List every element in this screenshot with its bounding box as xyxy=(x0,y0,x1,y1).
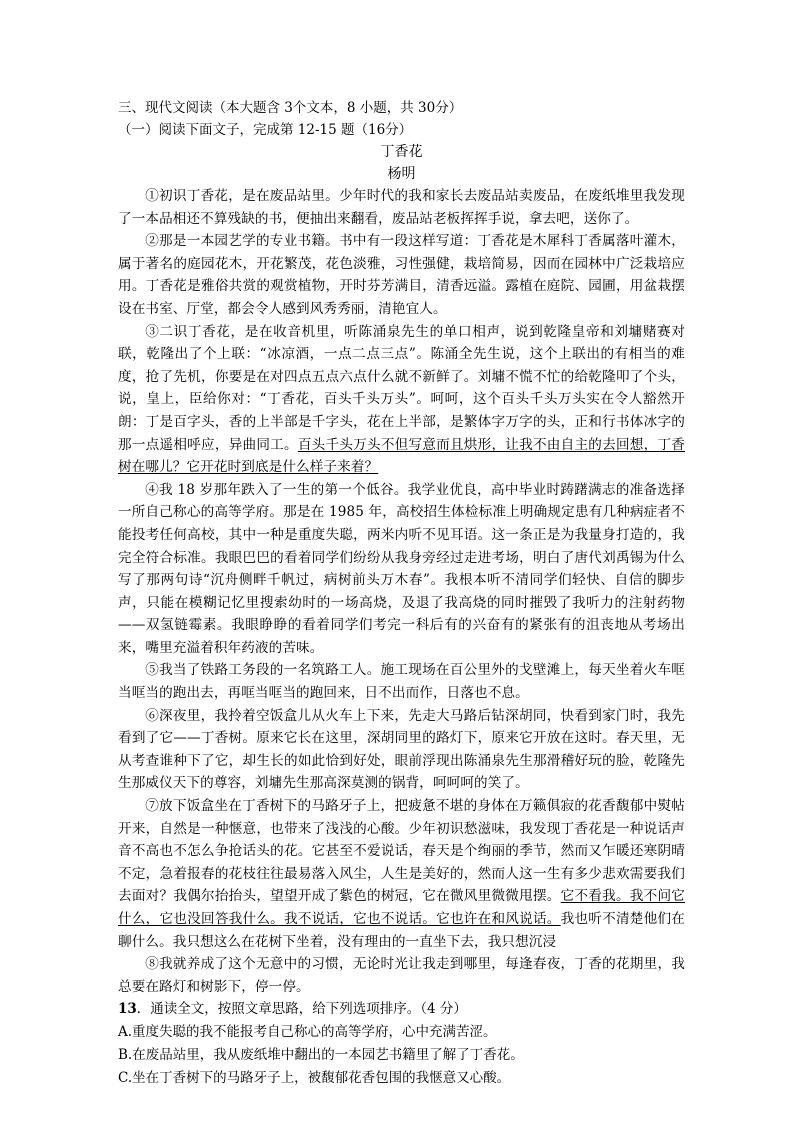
option-b-label: B. xyxy=(118,1046,133,1063)
option-a-label: A. xyxy=(118,1023,133,1040)
option-b xyxy=(118,1044,685,1067)
document-page xyxy=(118,97,685,1090)
paragraph-7-tail: 我也听不清楚他们在聊什么。我只想这么在花树下坐着，没有理由的一直坐下去，我只想沉浸 xyxy=(118,911,685,950)
article-author: 杨明 xyxy=(387,166,416,182)
paragraph-3-text: ③二识丁香花，是在收音机里，听陈涌泉先生的单口相声，说到乾隆皇帝和刘墉赌赛对联，乾隆出了个上联：“冰凉酒，一点二点三点”。陈涌全先生说，这个上联出的有相当的难度，抢了先机，你要是在对四点五点六点什么就不新鲜了。刘墉不慌不忙的给乾隆叩了个头，说，皇上，臣给你对：“丁香花，百头千头万头”。呵呵，这个百头千头万头实在令人豁然开朗：丁是百字头，香的上半部是千字头，花在上半部，是繁体字万字的头，正和行书体冰字的那一点遥相呼应，异曲同工。 xyxy=(118,323,685,453)
paragraph-8: ⑧我就养成了这个无意中的习惯，无论时光让我走到哪里，每逢春夜，丁香的花期里，我总要在路灯和树影下，停一停。 xyxy=(118,956,685,995)
question-13 xyxy=(118,998,685,1021)
option-c-text: 坐在丁香树下的马路牙子上，被馥郁花香包围的我惬意又心酸。 xyxy=(132,1069,511,1086)
question-prompt: ．通读全文，按照文章思路，给下列选项排序。（4 分） xyxy=(136,1001,467,1018)
option-c-label: C. xyxy=(118,1069,133,1086)
option-a-text: 重度失聪的我不能报考自己称心的高等学府，心中充满苦涩。 xyxy=(132,1023,497,1040)
question-number: 13 xyxy=(118,1001,137,1018)
paragraph-6: ⑥深夜里，我拎着空饭盒儿从火车上下来，先走大马路后钻深胡同，快看到家门时，我先看到了它——丁香树。原来它长在这里，深胡同里的路灯下，原来它开放在这时。春天里，无从考查谁种下了它，却生长的如此恰到好处，眼前浮现出陈涌泉先生那滑稽好玩的脸，乾隆先生那威仪天下的尊容，刘墉先生那高深莫测的锅背，呵呵呵的笑了。 xyxy=(118,707,685,792)
paragraph-3 xyxy=(118,321,685,479)
paragraph-1: ①初识丁香花，是在废品站里。少年时代的我和家长去废品站卖废品，在废纸堆里我发现了一本品相还不算残缺的书，便抽出来翻看，废品站老板挥挥手说，拿去吧，送你了。 xyxy=(118,188,685,227)
paragraph-5: ⑤我当了铁路工务段的一名筑路工人。施工现场在百公里外的戈壁滩上，每天坐着火车哐当哐当的跑出去，再哐当哐当的跑回来，日不出而作，日落也不息。 xyxy=(118,662,685,702)
paragraph-4: ④我 18 岁那年跌入了一生的第一个低谷。我学业优良，高中毕业时踌躇满志的准备选择一所自己称心的高等学府。那是在 1985 年，高校招生体检标准上明确规定患有几种病症者不能投考任何高校，其中一种是重度失聪，两米内听不见耳语。这一条正是为我量身打造的，我完全符合标准。我眼巴巴的看着同学们纷纷从我身旁经过走进考场，明白了唐代刘禹锡为什么写了那两句诗“沉舟侧畔千帆过，病树前头万木春”。我根本听不清同学们轻快、自信的脚步声，只能在模糊记忆里搜索幼时的一场高烧，及退了我高烧的同时摧毁了我听力的注射药物——双氢链霉素。我眼睁睁的看着同学们考完一科后有的兴奋有的紧张有的沮丧地从考场出来，嘴里充溢着积年药液的苦味。 xyxy=(118,481,685,656)
paragraph-7-underlined: 它不看我。我不问它什么，它也没回答我什么。我不说话，它也不说话。它也许在和风说话。 xyxy=(118,888,685,927)
section-subheading: （一）阅读下面文子，完成第 12-15 题（16分） xyxy=(118,122,413,138)
paragraph-7 xyxy=(118,795,685,953)
option-b-text: 在废品站里，我从废纸堆中翻出的一本园艺书籍里了解了丁香花。 xyxy=(132,1046,524,1063)
paragraph-3-underlined: 百头千头万头不但写意而且烘形，让我不由自主的去回想，丁香树在哪儿？它开花时到底是什么样子来着？ xyxy=(118,436,685,476)
option-c xyxy=(118,1067,685,1090)
article-title: 丁香花 xyxy=(380,144,423,160)
paragraph-2: ②那是一本园艺学的专业书籍。书中有一段这样写道：丁香花是木犀科丁香属落叶灌木，属于著名的庭园花木，开花繁茂，花色淡雅，习性强健，栽培简易，因而在园林中广泛栽培应用。丁香花是雅俗共赏的观赏植物，开时芬芳满目，清香远溢。露植在庭院、园圃，用盆栽摆设在书室、厅堂，都会令人感到风秀秀丽，清艳宜人。 xyxy=(118,233,685,317)
option-a xyxy=(118,1021,685,1044)
paragraph-7-text: ⑦放下饭盒坐在丁香树下的马路牙子上，把疲惫不堪的身体在万籁俱寂的花香馥郁中熨帖开来，自然是一种惬意，也带来了浅浅的心酸。少年初识愁滋味，我发现丁香花是一种说话声音不高也不怎么争抢话头的花。它甚至不爱说话，春天是个绚丽的季节，然而又乍暖还寒阴晴不定，急着报春的花枝往往最易落入风尘，人生是美好的，然而人这一生有多少悲欢需要我们去面对？我偶尔抬抬头，望望开成了紫色的树冠，它在微风里微微甩摆。 xyxy=(118,798,685,905)
section-heading: 三、现代文阅读（本大题含 3个文本，8 小题，共 30分） xyxy=(118,100,463,116)
